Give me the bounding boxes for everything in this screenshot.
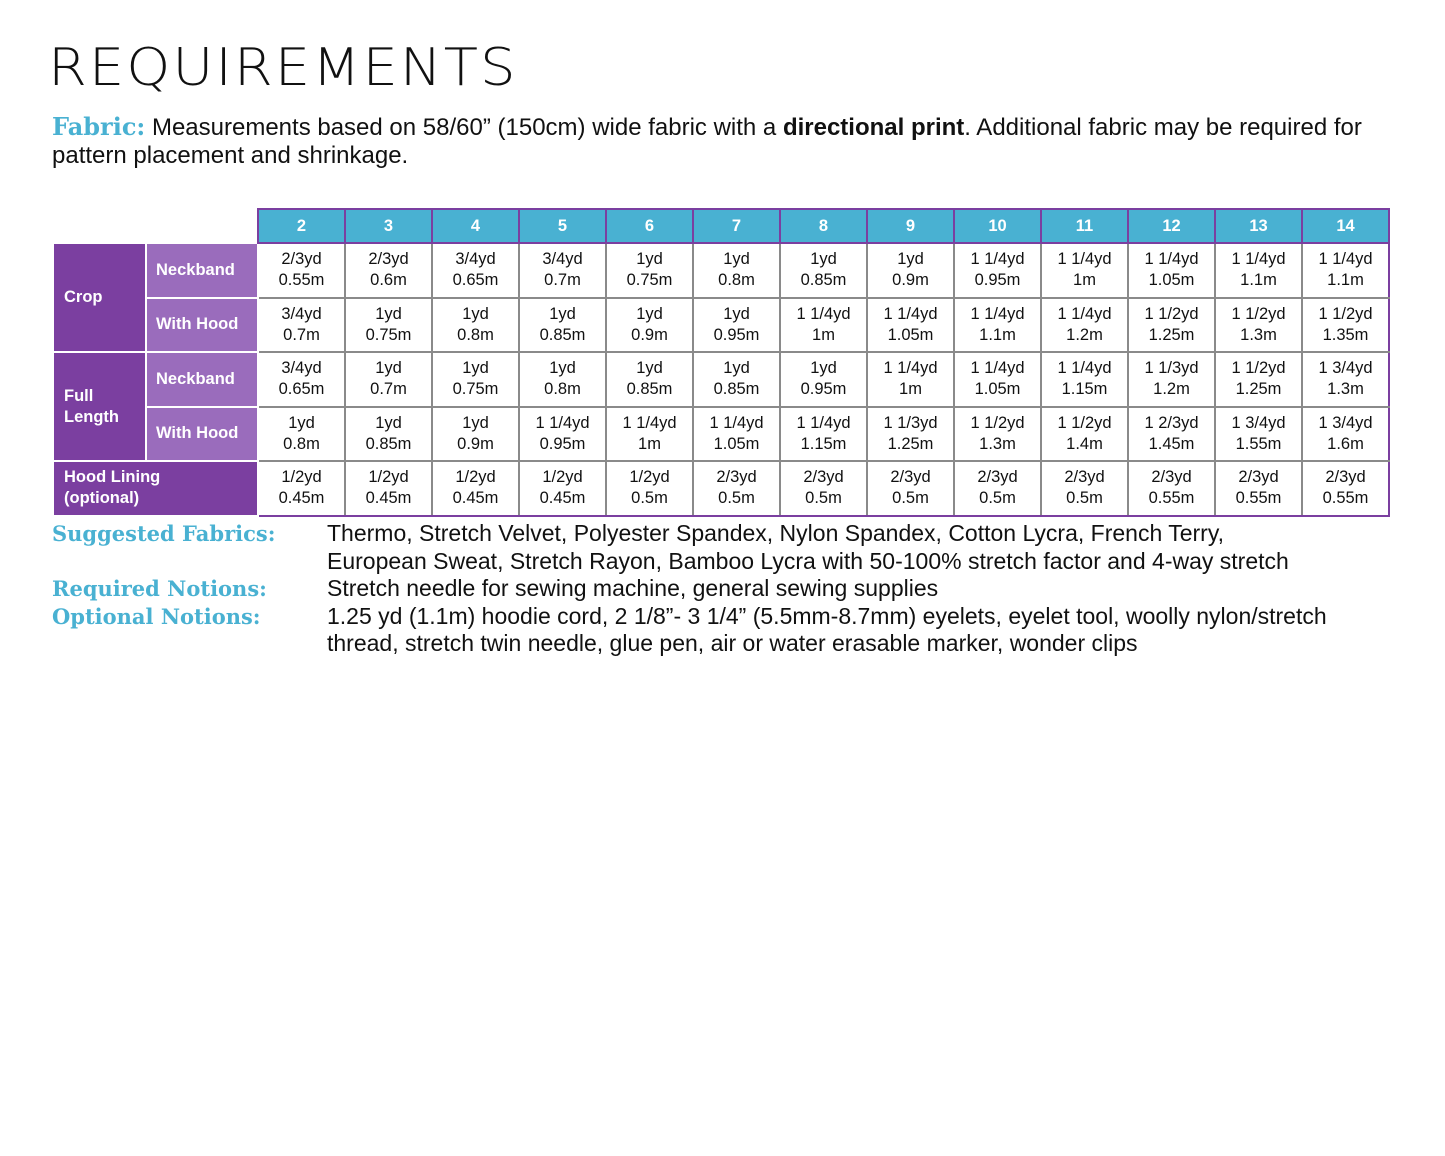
size-header: 7 [693, 209, 780, 243]
table-cell [258, 407, 345, 462]
table-cell [432, 243, 519, 298]
cell-yards: 1yd [462, 359, 489, 378]
cell-yards: 1 1/4yd [796, 304, 851, 323]
cell-meters: 0.85m [800, 271, 847, 290]
cell-meters: 1.05m [713, 434, 760, 453]
table-cell [345, 461, 432, 516]
table-cell [1128, 298, 1215, 353]
cell-meters: 0.5m [979, 489, 1016, 508]
optional-notions-row [52, 603, 1412, 658]
size-header: 3 [345, 209, 432, 243]
table-cell [519, 298, 606, 353]
cell-meters: 0.55m [1322, 489, 1369, 508]
cell-yards: 1 1/4yd [1144, 250, 1199, 269]
header-blank [146, 209, 258, 243]
table-cell [954, 243, 1041, 298]
optional-notions-label: Optional Notions: [52, 603, 261, 629]
fabric-bold-text: directional print [782, 114, 965, 141]
fabric-requirements-table [52, 208, 1390, 517]
table-cell [432, 407, 519, 462]
cell-yards: 1/2yd [629, 468, 670, 487]
cell-yards: 1 1/4yd [970, 359, 1025, 378]
cell-meters: 1m [1073, 271, 1096, 290]
cell-meters: 0.85m [539, 325, 586, 344]
notes-section [52, 520, 1412, 658]
cell-meters: 1.2m [1153, 380, 1190, 399]
cell-yards: 3/4yd [281, 359, 322, 378]
table-cell [1302, 407, 1389, 462]
table-cell [345, 298, 432, 353]
cell-yards: 1 1/2yd [1318, 304, 1373, 323]
cell-yards: 1 1/4yd [535, 413, 590, 432]
cell-yards: 3/4yd [455, 250, 496, 269]
optional-notions-line: thread, stretch twin needle, glue pen, air or water erasable marker, wonder clips [327, 630, 1138, 656]
table-cell [606, 461, 693, 516]
size-header: 9 [867, 209, 954, 243]
cell-yards: 1/2yd [281, 468, 322, 487]
cell-meters: 0.55m [278, 271, 325, 290]
table-cell [1215, 243, 1302, 298]
cell-yards: 1/2yd [542, 468, 583, 487]
cell-yards: 1 1/3yd [883, 413, 938, 432]
table-cell [693, 461, 780, 516]
cell-meters: 0.55m [1235, 489, 1282, 508]
optional-notions-line: 1.25 yd (1.1m) hoodie cord, 2 1/8”- 3 1/4” (5.5mm-8.7mm) eyelets, eyelet tool, woolly nylon/stretch [327, 602, 1327, 629]
table-cell [519, 407, 606, 462]
cell-meters: 0.75m [365, 325, 412, 344]
fabric-text-after: . Additional fabric may be required for pattern placement and shrinkage. [52, 114, 1362, 169]
cell-yards: 1 1/4yd [796, 413, 851, 432]
cell-meters: 1m [812, 325, 835, 344]
cell-meters: 0.9m [457, 434, 494, 453]
cell-yards: 2/3yd [1325, 468, 1366, 487]
cell-meters: 0.9m [631, 325, 668, 344]
fabric-label: Fabric: [52, 112, 146, 141]
table-cell [693, 407, 780, 462]
cell-yards: 2/3yd [803, 468, 844, 487]
table-cell [954, 298, 1041, 353]
suggested-fabrics-label: Suggested Fabrics: [52, 521, 276, 546]
table-cell [780, 298, 867, 353]
cell-yards: 1 2/3yd [1144, 413, 1199, 432]
table-cell [432, 298, 519, 353]
cell-meters: 0.95m [713, 325, 760, 344]
table-cell [606, 243, 693, 298]
cell-meters: 1.55m [1235, 434, 1282, 453]
table-cell [867, 461, 954, 516]
table-cell [519, 352, 606, 407]
optional-notions-text [327, 603, 1412, 658]
cell-yards: 1yd [636, 359, 663, 378]
cell-yards: 1yd [897, 250, 924, 269]
cell-meters: 0.5m [805, 489, 842, 508]
cell-yards: 1 1/3yd [1144, 359, 1199, 378]
cell-yards: 1 1/2yd [1057, 413, 1112, 432]
cell-yards: 1 1/4yd [883, 304, 938, 323]
cell-yards: 1 1/2yd [1231, 304, 1286, 323]
cell-yards: 2/3yd [368, 250, 409, 269]
hood-lining-label: Hood Lining [64, 468, 161, 487]
cell-meters: 1.1m [979, 325, 1016, 344]
cell-meters: 1.1m [1327, 271, 1364, 290]
cell-meters: 0.55m [1148, 489, 1195, 508]
size-header: 6 [606, 209, 693, 243]
cell-yards: 2/3yd [1238, 468, 1279, 487]
suggested-fabrics-line: European Sweat, Stretch Rayon, Bamboo Lycra with 50-100% stretch factor and 4-way stretch [327, 547, 1289, 574]
size-header: 12 [1128, 209, 1215, 243]
table-cell [867, 243, 954, 298]
table-cell [867, 407, 954, 462]
row-crop-with-hood [53, 298, 1389, 353]
cell-yards: 1 1/4yd [1057, 304, 1112, 323]
cell-yards: 3/4yd [281, 304, 322, 323]
cell-meters: 0.5m [631, 489, 668, 508]
cell-yards: 1 1/4yd [622, 413, 677, 432]
table-cell [1302, 243, 1389, 298]
cell-meters: 0.75m [626, 271, 673, 290]
cell-meters: 1.3m [1240, 325, 1277, 344]
cell-yards: 1 1/2yd [970, 413, 1025, 432]
cell-yards: 1yd [810, 359, 837, 378]
table-cell [432, 461, 519, 516]
cell-meters: 0.75m [452, 380, 499, 399]
table-cell [1041, 407, 1128, 462]
table-cell [954, 407, 1041, 462]
cell-yards: 1yd [723, 250, 750, 269]
cell-meters: 1.35m [1322, 325, 1369, 344]
table-cell [345, 407, 432, 462]
group-label-full: Full [64, 386, 94, 405]
suggested-fabrics-line: Thermo, Stretch Velvet, Polyester Spandex, Nylon Spandex, Cotton Lycra, French Terry, [327, 520, 1224, 546]
cell-meters: 0.8m [544, 380, 581, 399]
table-cell [780, 461, 867, 516]
table-cell [258, 243, 345, 298]
table-cell [606, 298, 693, 353]
required-notions-label: Required Notions: [52, 576, 267, 601]
cell-yards: 2/3yd [1151, 468, 1192, 487]
suggested-fabrics-row [52, 520, 1412, 575]
table-cell [1128, 243, 1215, 298]
cell-meters: 1.4m [1066, 434, 1103, 453]
table-cell [1041, 352, 1128, 407]
sub-label-neckband: Neckband [146, 243, 258, 298]
cell-yards: 1 1/2yd [1144, 304, 1199, 323]
table-cell [1128, 407, 1215, 462]
table-cell [867, 298, 954, 353]
cell-yards: 1yd [462, 413, 489, 432]
cell-yards: 1yd [375, 413, 402, 432]
cell-yards: 1yd [723, 359, 750, 378]
cell-yards: 1yd [549, 304, 576, 323]
table-cell [606, 352, 693, 407]
sub-label-with-hood: With Hood [146, 298, 258, 353]
cell-yards: 1 1/4yd [883, 359, 938, 378]
table-cell [1215, 298, 1302, 353]
cell-yards: 1yd [375, 359, 402, 378]
table-cell [519, 243, 606, 298]
size-header: 11 [1041, 209, 1128, 243]
cell-meters: 0.7m [283, 325, 320, 344]
cell-meters: 0.8m [283, 434, 320, 453]
cell-meters: 0.7m [544, 271, 581, 290]
page-title: REQUIREMENTS [48, 38, 518, 98]
cell-meters: 0.5m [892, 489, 929, 508]
cell-yards: 1yd [375, 304, 402, 323]
cell-yards: 1 1/4yd [709, 413, 764, 432]
cell-meters: 0.95m [974, 271, 1021, 290]
table-cell [606, 407, 693, 462]
cell-yards: 1yd [723, 304, 750, 323]
cell-yards: 1yd [636, 250, 663, 269]
row-full-length-with-hood [53, 407, 1389, 462]
cell-meters: 1.25m [1148, 325, 1195, 344]
size-header: 10 [954, 209, 1041, 243]
cell-meters: 0.45m [365, 489, 412, 508]
row-crop-neckband [53, 243, 1389, 298]
table-cell [519, 461, 606, 516]
cell-meters: 0.8m [457, 325, 494, 344]
cell-meters: 1.3m [1327, 380, 1364, 399]
cell-meters: 0.45m [278, 489, 325, 508]
cell-meters: 1m [899, 380, 922, 399]
cell-meters: 0.85m [365, 434, 412, 453]
required-notions-text: Stretch needle for sewing machine, general sewing supplies [327, 575, 939, 601]
cell-yards: 1 1/4yd [1057, 359, 1112, 378]
table-cell [954, 461, 1041, 516]
cell-meters: 0.95m [539, 434, 586, 453]
table-cell [258, 298, 345, 353]
table-cell [345, 243, 432, 298]
cell-meters: 1.05m [1148, 271, 1195, 290]
group-label-hood-lining [53, 461, 258, 516]
cell-yards: 1 1/4yd [970, 250, 1025, 269]
cell-meters: 1.25m [887, 434, 934, 453]
cell-meters: 0.65m [452, 271, 499, 290]
table-cell [1215, 352, 1302, 407]
cell-meters: 0.65m [278, 380, 325, 399]
cell-yards: 1 3/4yd [1318, 359, 1373, 378]
row-full-length-neckband [53, 352, 1389, 407]
cell-meters: 0.5m [1066, 489, 1103, 508]
cell-meters: 1m [638, 434, 661, 453]
size-header: 8 [780, 209, 867, 243]
table-cell [432, 352, 519, 407]
cell-meters: 0.45m [539, 489, 586, 508]
table-cell [1041, 461, 1128, 516]
cell-meters: 0.8m [718, 271, 755, 290]
cell-meters: 0.9m [892, 271, 929, 290]
cell-yards: 1 1/4yd [1318, 250, 1373, 269]
table-cell [867, 352, 954, 407]
table-cell [1041, 298, 1128, 353]
table-cell [693, 352, 780, 407]
cell-meters: 1.15m [800, 434, 847, 453]
cell-yards: 1 1/4yd [1057, 250, 1112, 269]
fabric-intro [52, 113, 1392, 170]
header-blank [53, 209, 146, 243]
size-header: 13 [1215, 209, 1302, 243]
table-cell [1302, 298, 1389, 353]
table-cell [258, 352, 345, 407]
cell-yards: 1yd [462, 304, 489, 323]
cell-yards: 1 3/4yd [1318, 413, 1373, 432]
cell-yards: 2/3yd [977, 468, 1018, 487]
table-cell [1128, 352, 1215, 407]
cell-meters: 1.05m [887, 325, 934, 344]
cell-yards: 1/2yd [368, 468, 409, 487]
table-cell [1041, 243, 1128, 298]
cell-meters: 0.5m [718, 489, 755, 508]
cell-meters: 1.1m [1240, 271, 1277, 290]
cell-meters: 1.25m [1235, 380, 1282, 399]
cell-yards: 1/2yd [455, 468, 496, 487]
cell-yards: 1yd [549, 359, 576, 378]
size-header: 4 [432, 209, 519, 243]
size-header: 5 [519, 209, 606, 243]
table-cell [780, 407, 867, 462]
table-cell [780, 352, 867, 407]
cell-meters: 0.85m [713, 380, 760, 399]
table-cell [1302, 461, 1389, 516]
size-header: 2 [258, 209, 345, 243]
cell-yards: 2/3yd [1064, 468, 1105, 487]
table-cell [1215, 461, 1302, 516]
table-cell [258, 461, 345, 516]
required-notions-row [52, 575, 1412, 603]
cell-meters: 1.3m [979, 434, 1016, 453]
cell-meters: 0.85m [626, 380, 673, 399]
table-cell [1302, 352, 1389, 407]
sub-label-neckband: Neckband [146, 352, 258, 407]
cell-yards: 2/3yd [716, 468, 757, 487]
cell-yards: 1 1/4yd [970, 304, 1025, 323]
table-cell [693, 243, 780, 298]
cell-yards: 2/3yd [281, 250, 322, 269]
size-header: 14 [1302, 209, 1389, 243]
cell-meters: 1.15m [1061, 380, 1108, 399]
cell-yards: 1yd [636, 304, 663, 323]
cell-meters: 1.05m [974, 380, 1021, 399]
table-cell [693, 298, 780, 353]
cell-meters: 1.6m [1327, 434, 1364, 453]
row-hood-lining [53, 461, 1389, 516]
cell-yards: 1 3/4yd [1231, 413, 1286, 432]
cell-yards: 1yd [288, 413, 315, 432]
group-label-full-length [53, 352, 146, 461]
cell-meters: 0.7m [370, 380, 407, 399]
cell-yards: 2/3yd [890, 468, 931, 487]
cell-yards: 3/4yd [542, 250, 583, 269]
hood-lining-optional: (optional) [64, 489, 140, 508]
fabric-text-before: Measurements based on 58/60” (150cm) wide fabric with a [145, 114, 783, 141]
cell-meters: 0.45m [452, 489, 499, 508]
cell-yards: 1 1/2yd [1231, 359, 1286, 378]
group-label-crop: Crop [53, 243, 146, 352]
cell-meters: 1.45m [1148, 434, 1195, 453]
table-cell [954, 352, 1041, 407]
cell-meters: 0.6m [370, 271, 407, 290]
cell-yards: 1 1/4yd [1231, 250, 1286, 269]
cell-yards: 1yd [810, 250, 837, 269]
sub-label-with-hood: With Hood [146, 407, 258, 462]
table-cell [1128, 461, 1215, 516]
cell-meters: 0.95m [800, 380, 847, 399]
size-header-row [53, 209, 1389, 243]
table-cell [780, 243, 867, 298]
cell-meters: 1.2m [1066, 325, 1103, 344]
group-label-length: Length [64, 407, 119, 426]
suggested-fabrics-text [327, 520, 1412, 575]
table-cell [345, 352, 432, 407]
table-cell [1215, 407, 1302, 462]
